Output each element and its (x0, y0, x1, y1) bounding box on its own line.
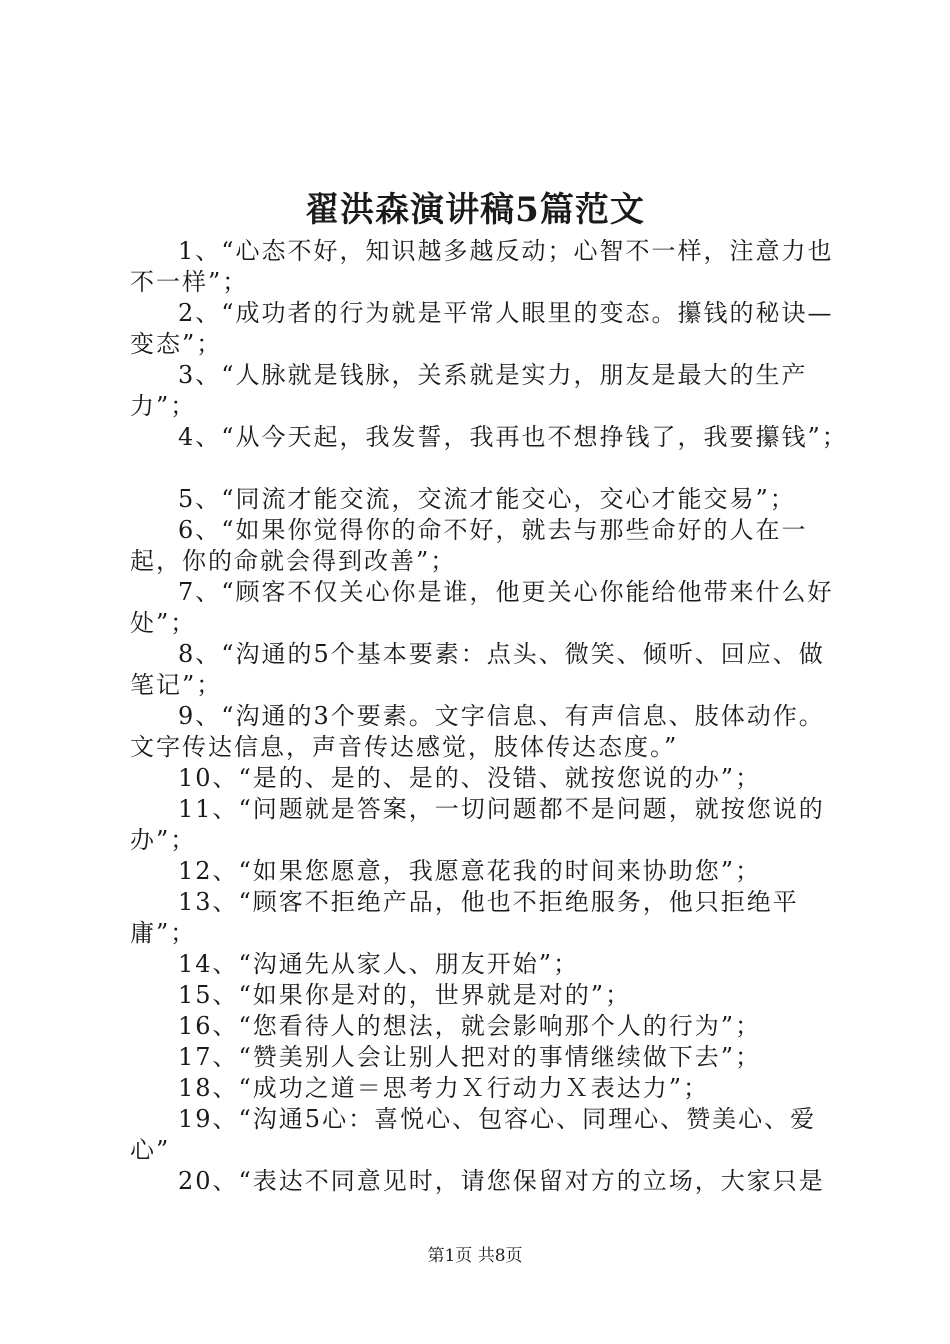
paragraph-1: 1、“心态不好，知识越多越反动；心智不一样，注意力也不一样”； (130, 237, 834, 296)
paragraph-13: 13、“顾客不拒绝产品，他也不拒绝服务，他只拒绝平庸”； (130, 888, 799, 947)
paragraph-18: 18、“成功之道＝思考力Ｘ行动力Ｘ表达力”； (178, 1074, 710, 1102)
paragraph-3: 3、“人脉就是钱脉，关系就是实力，朋友是最大的生产力”； (130, 361, 808, 420)
paragraph-8: 8、“沟通的5个基本要素：点头、微笑、倾听、回应、做笔记”； (130, 640, 825, 699)
paragraph-9: 9、“沟通的3个要素。文字信息、有声信息、肢体动作。文字传达信息，声音传达感觉，肢体传达态度。” (130, 702, 825, 761)
paragraph-6: 6、“如果你觉得你的命不好，就去与那些命好的人在一起，你的命就会得到改善”； (130, 516, 808, 575)
paragraph-4: 4、“从今天起，我发誓，我再也不想挣钱了，我要攥钱”； (178, 423, 848, 451)
document-title: 翟洪森演讲稿5篇范文 (305, 190, 645, 230)
paragraph-16: 16、“您看待人的想法，就会影响那个人的行为”； (178, 1012, 762, 1040)
paragraph-11: 11、“问题就是答案，一切问题都不是问题，就按您说的办”； (130, 795, 825, 854)
paragraph-5: 5、“同流才能交流，交流才能交心，交心才能交易”； (178, 485, 796, 513)
paragraph-20: 20、“表达不同意见时，请您保留对方的立场，大家只是 (178, 1167, 825, 1195)
paragraph-2: 2、“成功者的行为就是平常人眼里的变态。攥钱的秘诀—变态”； (130, 299, 834, 358)
page-footer: 第1页 共8页 (427, 1246, 523, 1266)
document-body (130, 236, 850, 1197)
paragraph-17: 17、“赞美别人会让别人把对的事情继续做下去”； (178, 1043, 762, 1071)
paragraph-15: 15、“如果你是对的，世界就是对的”； (178, 981, 632, 1009)
paragraph-10: 10、“是的、是的、是的、没错、就按您说的办”； (178, 764, 762, 792)
paragraph-7: 7、“顾客不仅关心你是谁，他更关心你能给他带来什么好处”； (130, 578, 834, 637)
paragraph-12: 12、“如果您愿意，我愿意花我的时间来协助您”； (178, 857, 762, 885)
paragraph-19: 19、“沟通5心：喜悦心、包容心、同理心、赞美心、爱心” (130, 1105, 817, 1164)
paragraph-14: 14、“沟通先从家人、朋友开始”； (178, 950, 580, 978)
